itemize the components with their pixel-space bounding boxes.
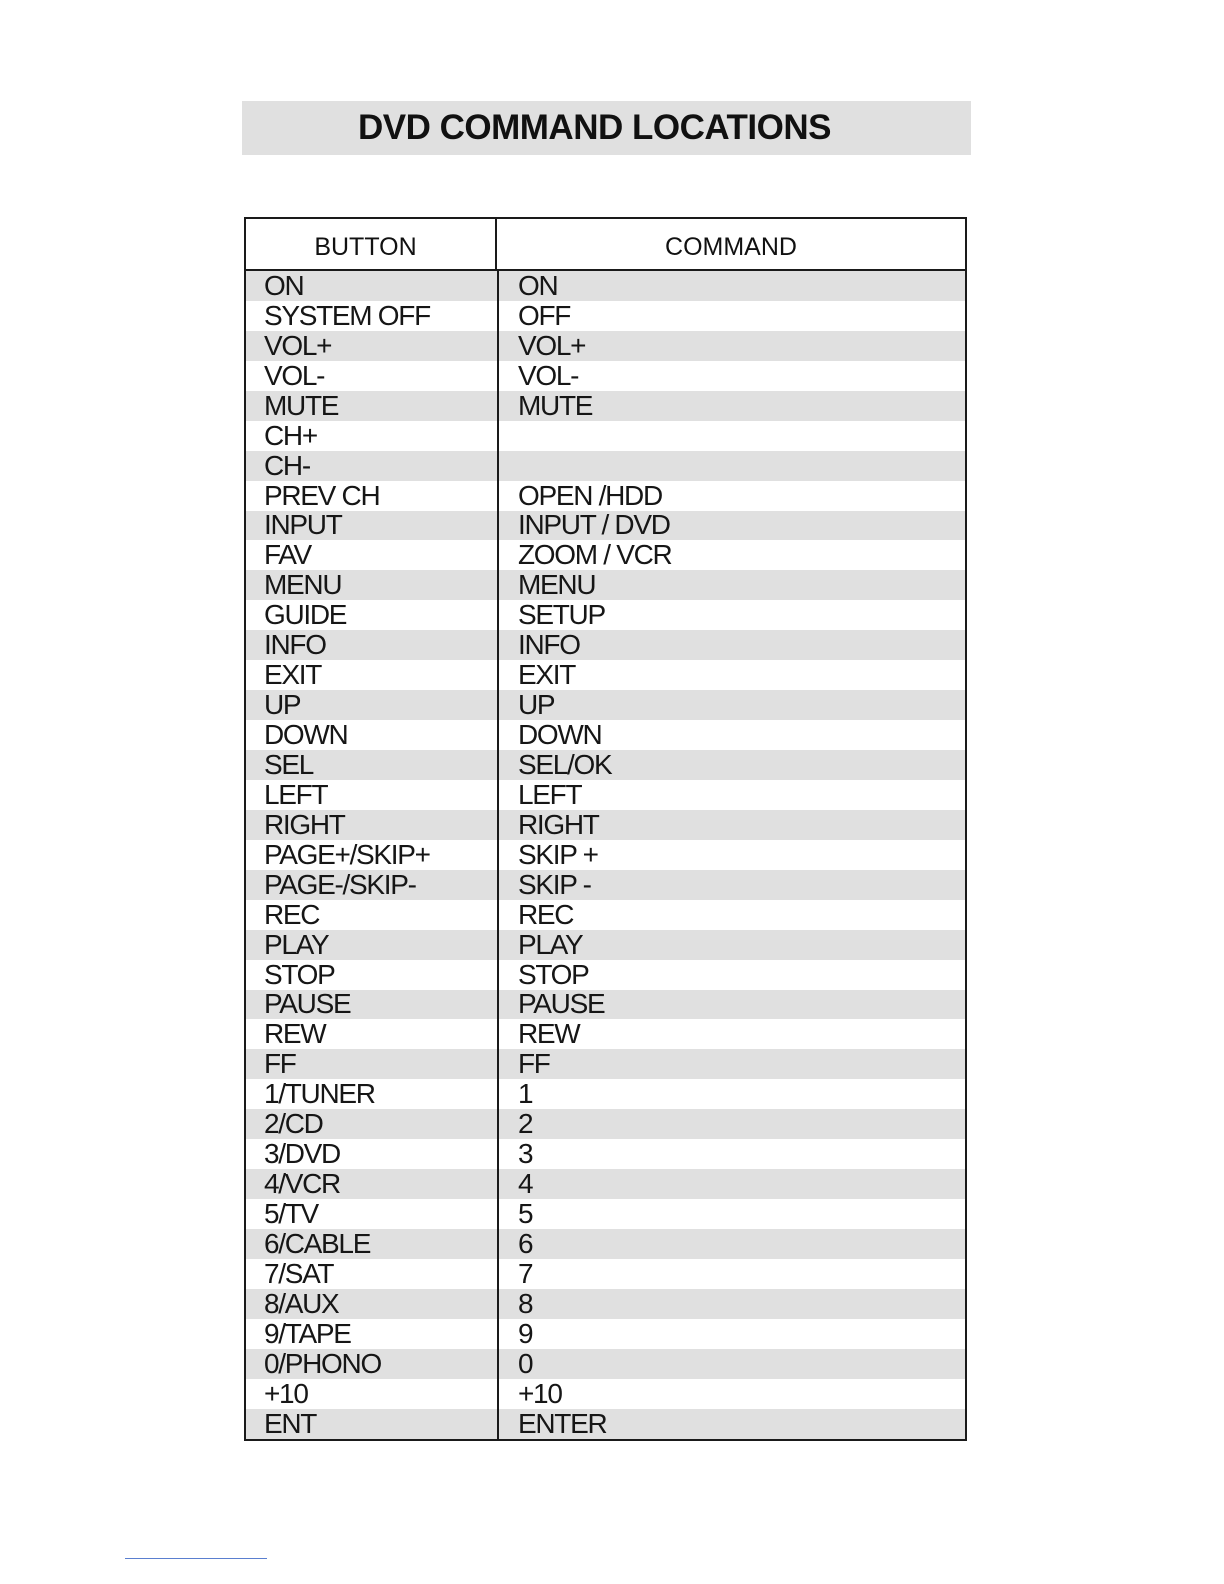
column-header-command: COMMAND — [665, 232, 797, 261]
title-band — [242, 101, 971, 155]
command-cell: 8 — [518, 1288, 533, 1319]
command-cell: LEFT — [518, 779, 582, 810]
table-row — [246, 1409, 965, 1439]
button-cell: FF — [264, 1049, 296, 1080]
table-row — [246, 301, 965, 331]
command-cell: PLAY — [518, 929, 583, 960]
command-cell: SKIP + — [518, 839, 598, 870]
command-cell: OFF — [518, 300, 571, 331]
command-cell: 3 — [518, 1139, 533, 1170]
button-cell: INFO — [264, 630, 326, 661]
button-cell: CH- — [264, 450, 310, 481]
command-cell: 6 — [518, 1228, 533, 1259]
button-cell: 5/TV — [264, 1199, 318, 1230]
button-cell: UP — [264, 690, 301, 721]
table-row — [246, 660, 965, 690]
button-cell: DOWN — [264, 720, 348, 751]
button-cell: 1/TUNER — [264, 1079, 375, 1110]
table-row — [246, 810, 965, 840]
command-cell: RIGHT — [518, 809, 599, 840]
button-cell: MENU — [264, 570, 342, 601]
button-cell: GUIDE — [264, 600, 347, 631]
button-cell: EXIT — [264, 660, 322, 691]
table-row — [246, 481, 965, 511]
table-row — [246, 840, 965, 870]
table-row — [246, 1319, 965, 1349]
command-cell: SEL/OK — [518, 749, 612, 780]
button-cell: PLAY — [264, 929, 329, 960]
table-row — [246, 1169, 965, 1199]
button-cell: LEFT — [264, 779, 328, 810]
table-row — [246, 690, 965, 720]
button-cell: PAGE+/SKIP+ — [264, 839, 430, 870]
command-cell: 4 — [518, 1169, 533, 1200]
button-cell: 9/TAPE — [264, 1318, 351, 1349]
command-table — [244, 217, 967, 1441]
button-cell: 4/VCR — [264, 1169, 340, 1200]
table-row — [246, 630, 965, 660]
command-cell: PAUSE — [518, 989, 605, 1020]
table-row — [246, 1259, 965, 1289]
table-row — [246, 750, 965, 780]
command-cell: REC — [518, 899, 574, 930]
command-cell: 7 — [518, 1258, 533, 1289]
button-cell: ON — [264, 270, 304, 301]
table-row — [246, 960, 965, 990]
command-cell: UP — [518, 690, 555, 721]
button-cell: +10 — [264, 1378, 308, 1409]
command-cell: +10 — [518, 1378, 562, 1409]
button-cell: CH+ — [264, 420, 317, 451]
table-row — [246, 930, 965, 960]
command-cell: OPEN /HDD — [518, 480, 662, 511]
button-cell: 3/DVD — [264, 1139, 340, 1170]
button-cell: 7/SAT — [264, 1258, 334, 1289]
command-cell: VOL+ — [518, 330, 586, 361]
table-row — [246, 1229, 965, 1259]
table-row — [246, 1079, 965, 1109]
table-row — [246, 1289, 965, 1319]
table-row — [246, 511, 965, 541]
table-row — [246, 451, 965, 481]
table-row — [246, 391, 965, 421]
table-row — [246, 1199, 965, 1229]
button-cell: RIGHT — [264, 809, 345, 840]
button-cell: VOL+ — [264, 330, 332, 361]
button-cell: 6/CABLE — [264, 1228, 371, 1259]
column-header-button: BUTTON — [246, 219, 497, 269]
button-cell: STOP — [264, 959, 335, 990]
button-cell: 8/AUX — [264, 1288, 339, 1319]
page-title: DVD COMMAND LOCATIONS — [358, 108, 831, 147]
command-cell: INPUT / DVD — [518, 510, 670, 541]
command-cell: SETUP — [518, 600, 605, 631]
table-row — [246, 990, 965, 1020]
command-cell: MUTE — [518, 390, 593, 421]
button-cell: SYSTEM OFF — [264, 300, 430, 331]
button-cell: REC — [264, 899, 320, 930]
command-cell: 0 — [518, 1348, 533, 1379]
table-body — [246, 271, 965, 1439]
table-row — [246, 361, 965, 391]
command-cell: INFO — [518, 630, 580, 661]
table-row — [246, 271, 965, 301]
button-cell: REW — [264, 1019, 326, 1050]
table-row — [246, 1019, 965, 1049]
footnote-rule — [125, 1558, 267, 1559]
table-row — [246, 331, 965, 361]
command-cell: SKIP - — [518, 869, 591, 900]
button-cell: 0/PHONO — [264, 1348, 381, 1379]
table-row — [246, 540, 965, 570]
command-cell: 9 — [518, 1318, 533, 1349]
button-cell: MUTE — [264, 390, 339, 421]
command-cell: 1 — [518, 1079, 533, 1110]
button-cell: ENT — [264, 1408, 317, 1439]
table-row — [246, 1349, 965, 1379]
command-cell: 2 — [518, 1109, 533, 1140]
table-header — [246, 219, 965, 271]
table-row — [246, 600, 965, 630]
table-row — [246, 1379, 965, 1409]
command-cell: DOWN — [518, 720, 602, 751]
table-row — [246, 720, 965, 750]
button-cell: PAGE-/SKIP- — [264, 869, 416, 900]
command-cell: STOP — [518, 959, 589, 990]
table-row — [246, 1049, 965, 1079]
button-cell: INPUT — [264, 510, 342, 541]
table-row — [246, 1109, 965, 1139]
command-cell: MENU — [518, 570, 596, 601]
table-row — [246, 1139, 965, 1169]
button-cell: PREV CH — [264, 480, 380, 511]
button-cell: SEL — [264, 749, 314, 780]
table-row — [246, 780, 965, 810]
table-row — [246, 570, 965, 600]
command-cell: FF — [518, 1049, 550, 1080]
command-cell: ON — [518, 270, 558, 301]
command-cell: ENTER — [518, 1408, 607, 1439]
table-row — [246, 421, 965, 451]
table-row — [246, 870, 965, 900]
button-cell: 2/CD — [264, 1109, 323, 1140]
command-cell: EXIT — [518, 660, 576, 691]
button-cell: VOL- — [264, 360, 325, 391]
button-cell: PAUSE — [264, 989, 351, 1020]
command-cell: REW — [518, 1019, 580, 1050]
table-row — [246, 900, 965, 930]
command-cell: ZOOM / VCR — [518, 540, 672, 571]
command-cell: VOL- — [518, 360, 579, 391]
button-cell: FAV — [264, 540, 311, 571]
command-cell: 5 — [518, 1199, 533, 1230]
